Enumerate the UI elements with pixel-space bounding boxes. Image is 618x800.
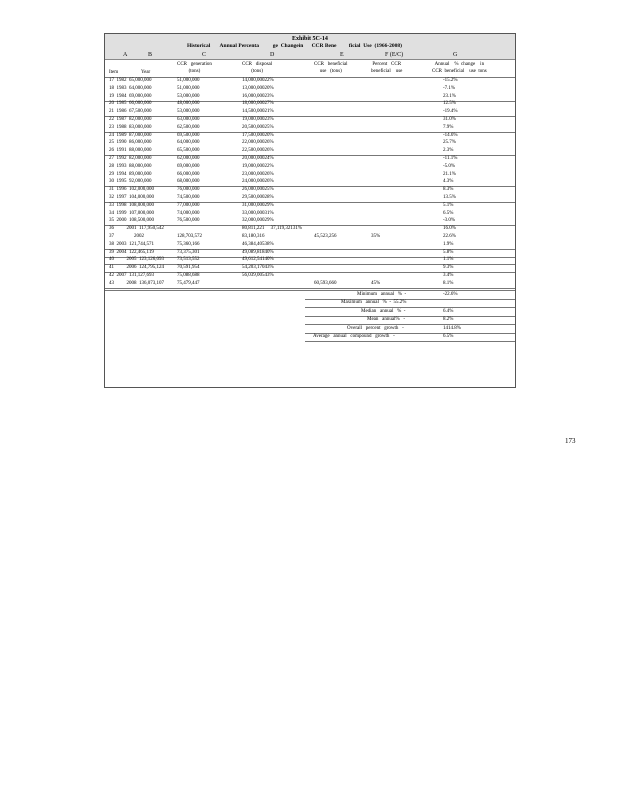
table-cell: -19.4%: [443, 109, 458, 115]
header-annual-change: Annual % change in CCR beneficial use tons: [432, 62, 487, 74]
table-cell: 80,811,221 37,119,32131%: [242, 226, 303, 232]
table-cell: 18 1983 64,000,000: [109, 85, 152, 91]
row-divider: [105, 186, 515, 187]
table-cell: 14,500,00021%: [242, 109, 274, 115]
summary-value: 1414.8%: [443, 325, 461, 331]
table-cell: 48,000,000: [177, 101, 200, 107]
table-cell: 42 2007 131,127,693: [109, 273, 154, 278]
table-cell: 23 1988 83,000,000: [109, 124, 152, 130]
table-cell: 34 1999 107,000,000: [109, 210, 154, 216]
summary-value: 8.2%: [443, 317, 454, 323]
table-cell: 21 1986 67,500,000: [109, 109, 152, 115]
table-cell: 25 1990 86,000,000: [109, 140, 152, 146]
table-cell: 19 1984 69,000,000: [109, 93, 152, 99]
table-cell: 17,500,00020%: [242, 132, 274, 138]
table-cell: 39 2004 122,465,119: [109, 249, 154, 255]
table-cell: 20 1985 66,000,000: [109, 101, 152, 107]
summary-row-divider: [305, 316, 515, 317]
table-cell: 51,000,000: [177, 78, 200, 83]
summary-row-divider: [305, 307, 515, 308]
table-cell: 31 1996 102,000,000: [109, 187, 154, 193]
table-cell: 32 1997 104,000,000: [109, 195, 154, 200]
table-cell: -14.6%: [443, 132, 458, 138]
page-number: 173: [565, 437, 576, 445]
summary-label: Overall percent growth -: [347, 325, 404, 331]
table-cell: 63,000,000: [177, 117, 200, 122]
row-divider: [105, 264, 515, 265]
table-cell: 22,500,00026%: [242, 148, 274, 154]
table-cell: 9.3%: [443, 265, 454, 271]
table-cell: 45%: [371, 280, 381, 286]
col-letter-g: G: [453, 52, 458, 58]
table-cell: 76,500,000: [177, 218, 200, 224]
table-cell: 75,088,688: [177, 273, 200, 278]
table-cell: 13,000,00020%: [242, 85, 274, 91]
summary-divider: [105, 290, 515, 291]
summary-label: Maximum annual % - 55.2%: [341, 300, 407, 306]
table-cell: 23,000,00026%: [242, 171, 274, 177]
table-cell: 35%: [371, 234, 381, 239]
table-cell: 49,612,54140%: [242, 257, 274, 263]
table-cell: 30 1995 92,000,000: [109, 179, 152, 185]
table-cell: 33 1998 108,000,000: [109, 202, 154, 208]
summary-label: Mean annual% -: [367, 317, 406, 323]
row-divider: [105, 202, 515, 203]
table-title-line1: Exhibit 5C-14: [292, 36, 328, 42]
table-cell: 5.1%: [443, 202, 454, 208]
table-cell: 22 1987 82,000,000: [109, 117, 152, 122]
summary-label: Minimum annual % -: [357, 291, 407, 297]
row-divider: [105, 249, 515, 250]
table-cell: 51,000,000: [177, 85, 200, 91]
table-cell: 3.4%: [443, 273, 454, 278]
summary-label: Median annual % -: [361, 308, 406, 314]
table-cell: 60,593,660: [314, 280, 337, 286]
header-ccr-beneficial: CCR beneficial use (tons): [314, 62, 348, 74]
summary-value: 6.4%: [443, 308, 454, 314]
table-cell: 43 2008 136,073,107: [109, 280, 164, 286]
col-letter-f: F (E/C): [385, 52, 404, 58]
table-cell: 64,000,000: [177, 140, 200, 146]
table-cell: 69,000,000: [177, 163, 200, 169]
col-letter-e: E: [340, 52, 344, 58]
table-cell: 49,089,81840%: [242, 249, 274, 255]
table-cell: 32,000,00029%: [242, 218, 274, 224]
table-cell: 28 1993 88,000,000: [109, 163, 152, 169]
table-cell: 29,500,00028%: [242, 195, 274, 200]
table-cell: 35 2000 108,500,000: [109, 218, 154, 224]
table-cell: 4.3%: [443, 179, 454, 185]
table-cell: 29 1994 89,000,000: [109, 171, 152, 177]
table-cell: 56,039,00543%: [242, 273, 274, 278]
summary-label: Average annual compound growth -: [313, 334, 395, 340]
table-cell: 53,000,000: [177, 109, 200, 115]
table-cell: 26 1991 88,000,000: [109, 148, 152, 154]
table-cell: 128,703,572: [177, 234, 202, 239]
col-letter-a: A: [123, 52, 128, 58]
table-cell: 40 2005 123,126,093: [109, 257, 164, 263]
column-headers-row: [105, 60, 515, 78]
table-cell: 16.0%: [443, 226, 456, 232]
table-cell: 69,500,000: [177, 132, 200, 138]
table-cell: 20,000,00024%: [242, 156, 274, 161]
table-cell: 74,500,000: [177, 195, 200, 200]
row-divider: [105, 272, 515, 273]
table-cell: 26,000,00025%: [242, 187, 274, 193]
header-ccr-disposal: CCR disposal (tons): [242, 62, 273, 74]
table-cell: 22.6%: [443, 234, 456, 239]
exhibit-table: [104, 33, 516, 388]
col-letter-b: B: [148, 52, 153, 58]
column-letters-row: [105, 51, 515, 60]
table-cell: 13.5%: [443, 195, 456, 200]
table-cell: 24 1989 87,000,000: [109, 132, 152, 138]
table-cell: -5.0%: [443, 163, 456, 169]
table-cell: 54,203,17043%: [242, 265, 274, 271]
table-cell: 22,000,00026%: [242, 140, 274, 146]
table-cell: 14,000,00022%: [242, 78, 274, 83]
table-cell: 33,000,00031%: [242, 210, 274, 216]
summary-value: 6.5%: [443, 334, 454, 340]
table-cell: 37 2002: [109, 234, 144, 239]
table-cell: 45,523,256: [314, 234, 337, 239]
table-cell: 7.9%: [443, 124, 454, 130]
table-cell: 19,000,00022%: [242, 163, 274, 169]
table-cell: 83,180,316: [242, 234, 265, 239]
summary-value: -22.6%: [443, 291, 458, 297]
table-cell: 36 2001 117,950,542: [109, 226, 164, 232]
table-cell: 77,000,000: [177, 202, 200, 208]
header-percent-beneficial: Percent CCR beneficial use: [371, 62, 403, 74]
table-cell: 23.1%: [443, 93, 456, 99]
header-year: Year: [141, 70, 151, 75]
table-cell: 41 2006 124,795,124: [109, 265, 164, 271]
table-cell: 75,360,166: [177, 241, 200, 247]
table-cell: 31,000,00029%: [242, 202, 274, 208]
table-cell: 73,375,301: [177, 249, 200, 255]
table-cell: 5.8%: [443, 249, 454, 255]
table-cell: 12.5%: [443, 101, 456, 107]
table-cell: 70,591,954: [177, 265, 200, 271]
table-cell: -11.1%: [443, 156, 458, 161]
table-cell: 75,479,447: [177, 280, 200, 286]
header-item: Item: [109, 70, 119, 75]
table-cell: 1.9%: [443, 241, 454, 247]
table-cell: 65,500,000: [177, 148, 200, 154]
table-cell: 74,000,000: [177, 210, 200, 216]
table-title-line2: Historical Annual Percenta ge Changein CCR Bene ficial Use (1966-2008): [187, 43, 402, 49]
table-cell: 27 1992 82,000,000: [109, 156, 152, 161]
summary-row-divider: [305, 341, 515, 342]
table-cell: 16,000,00023%: [242, 93, 274, 99]
table-cell: 17 1982 65,000,000: [109, 78, 152, 83]
row-divider: [105, 257, 515, 258]
summary-row-divider: [305, 299, 515, 300]
table-cell: 18,000,00027%: [242, 101, 274, 107]
table-cell: 73,513,552: [177, 257, 200, 263]
col-letter-c: C: [202, 52, 207, 58]
table-cell: 8.1%: [443, 280, 454, 286]
table-cell: 24,000,00026%: [242, 179, 274, 185]
table-cell: 6.5%: [443, 210, 454, 216]
table-cell: 46,384,40538%: [242, 241, 274, 247]
table-cell: 38 2003 121,744,571: [109, 241, 154, 247]
table-cell: 20,500,00025%: [242, 124, 274, 130]
table-cell: -3.0%: [443, 218, 456, 224]
table-cell: -15.2%: [443, 78, 458, 83]
table-cell: 31.0%: [443, 117, 456, 122]
table-cell: 25.7%: [443, 140, 456, 146]
table-cell: 53,000,000: [177, 93, 200, 99]
table-cell: 19,000,00023%: [242, 117, 274, 122]
table-cell: 2.3%: [443, 148, 454, 154]
table-cell: 21.1%: [443, 171, 456, 177]
table-cell: 62,500,000: [177, 124, 200, 130]
header-ccr-generation: CCR generation (tons): [177, 62, 212, 74]
table-cell: 8.3%: [443, 187, 454, 193]
col-letter-d: D: [270, 52, 275, 58]
table-cell: 1.1%: [443, 257, 454, 263]
table-cell: 76,000,000: [177, 187, 200, 193]
table-title-band: [105, 34, 515, 52]
table-cell: 62,000,000: [177, 156, 200, 161]
table-cell: 66,000,000: [177, 171, 200, 177]
table-cell: -7.1%: [443, 85, 456, 91]
table-cell: 68,000,000: [177, 179, 200, 185]
summary-row-divider: [305, 324, 515, 325]
